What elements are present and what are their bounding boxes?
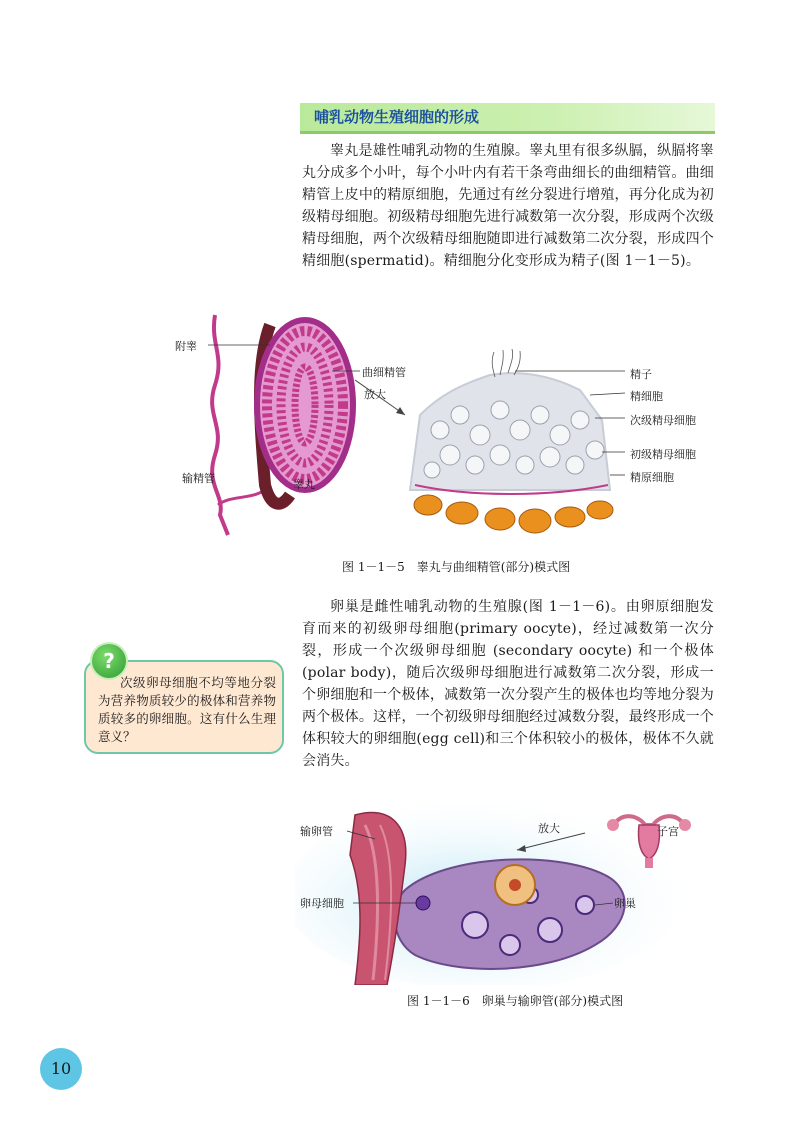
label-seminiferous-tubule: 曲细精管	[362, 366, 406, 379]
question-icon: ?	[92, 644, 126, 678]
figure-testis-illustration	[170, 305, 730, 560]
label-vas-deferens: 输精管	[182, 472, 215, 485]
label-ovary: 卵巢	[614, 897, 636, 910]
figure-ovary-illustration	[295, 795, 715, 985]
label-oviduct: 输卵管	[300, 825, 333, 838]
figure-caption-1: 图 1－1－5 睾丸与曲细精管(部分)模式图	[342, 560, 571, 574]
page-number-badge	[40, 1048, 82, 1090]
label-spermatid: 精细胞	[630, 390, 663, 403]
label-testis: 睾丸	[293, 478, 315, 491]
label-oocyte: 卵母细胞	[300, 897, 344, 910]
label-spermatogonium: 精原细胞	[630, 471, 674, 484]
body-paragraph-1: 睾丸是雄性哺乳动物的生殖腺。睾丸里有很多纵膈，纵膈将睾丸分成多个小叶，每个小叶内有若干条弯曲细长的曲细精管。曲细精管上皮中的精原细胞，先通过有丝分裂进行增殖，再分化成为初级精母细胞。初级精母细胞先进行减数第一次分裂，形成两个次级精母细胞，两个次级精母细胞随即进行减数第二次分裂，形成四个精细胞(spermatid)。精细胞分化变形成为精子(图 1－1－5)。	[302, 143, 714, 269]
section-title: 哺乳动物生殖细胞的形成	[314, 108, 480, 126]
body-paragraph-2: 卵巢是雌性哺乳动物的生殖腺(图 1－1－6)。由卵原细胞发育而来的初级卵母细胞(primary oocyte)，经过减数第一次分裂，形成一个次级卵母细胞 (secondary oocyte) 和一个极体(polar body)，随后次级卵母细胞进行减数第二次分裂，形成一个卵细胞和一个极体，减数第一次分裂产生的极体也均等地分裂为两个极体。这样，一个初级卵母细胞经过减数分裂，最终形成一个体积较大的卵细胞(egg cell)和三个体积较小的极体，极体不久就会消失。	[302, 599, 714, 769]
page-number: 10	[50, 1059, 72, 1078]
label-uterus: 子宫	[657, 825, 679, 838]
section-header	[300, 103, 715, 134]
label-secondary-spermatocyte: 次级精母细胞	[630, 414, 696, 427]
label-magnify-2: 放大	[538, 822, 560, 835]
label-magnify-1: 放大	[364, 388, 386, 401]
label-primary-spermatocyte: 初级精母细胞	[630, 448, 696, 461]
label-sperm: 精子	[630, 368, 652, 381]
figure-caption-2: 图 1－1－6 卵巢与输卵管(部分)模式图	[407, 994, 624, 1008]
label-epididymis: 附睾	[175, 340, 197, 353]
sidebar-question-text: 次级卵母细胞不均等地分裂为营养物质较少的极体和营养物质较多的卵细胞。这有什么生理意义？	[98, 675, 276, 744]
